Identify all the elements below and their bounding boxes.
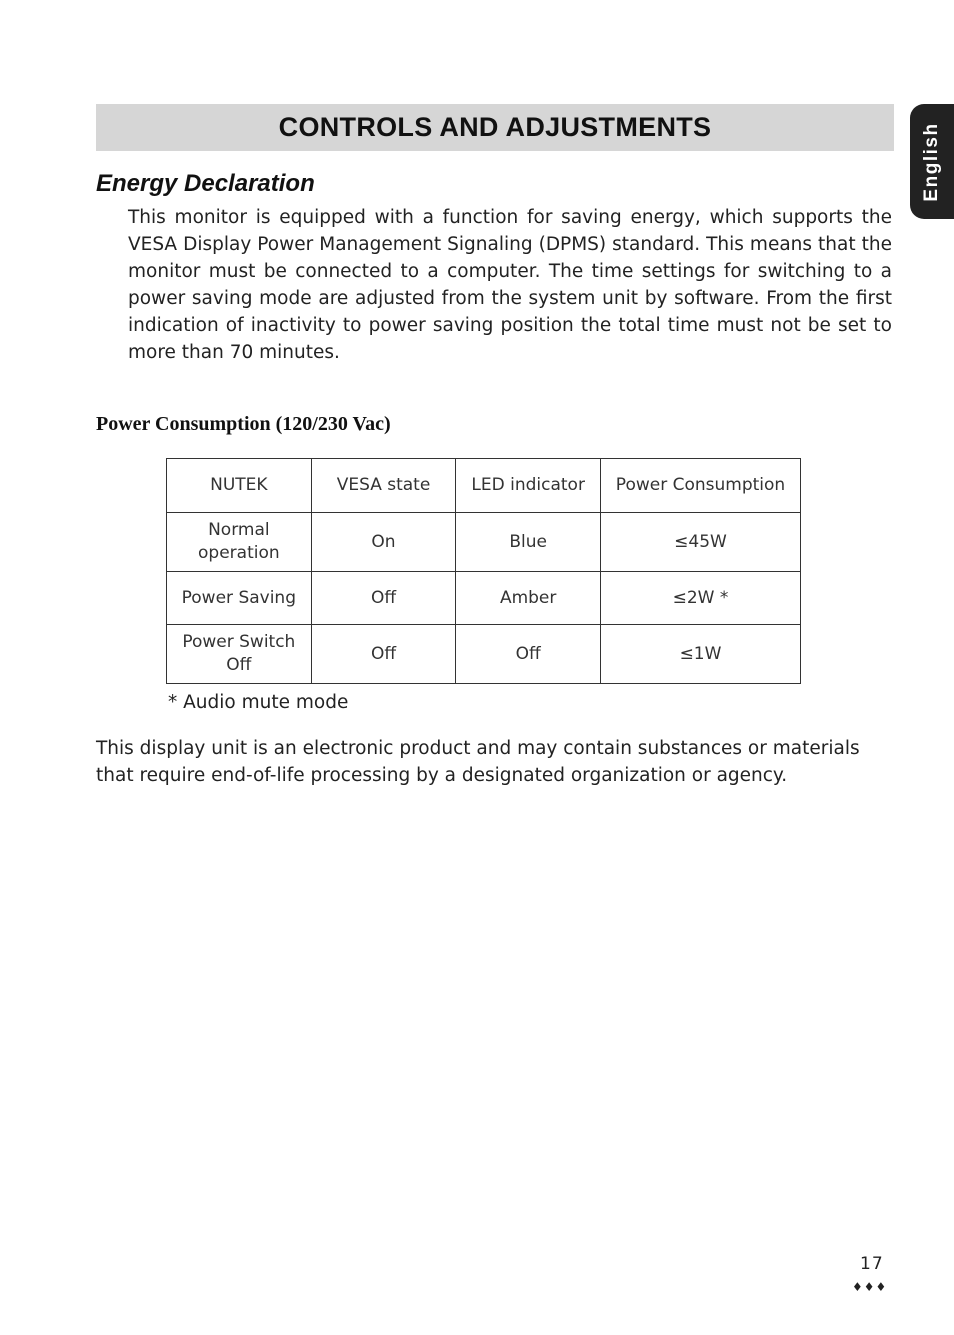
power-consumption-heading: Power Consumption (120/230 Vac) xyxy=(96,413,391,435)
table-row xyxy=(167,513,801,572)
table-footnote: * Audio mute mode xyxy=(168,692,349,713)
end-of-life-paragraph: This display unit is an electronic product and may contain substances or materials that require end-of-life processing by a designated organization or agency. xyxy=(96,738,860,786)
table-cell: Off xyxy=(456,625,601,684)
table-cell: ≤45W xyxy=(601,513,801,572)
table-cell: ≤2W * xyxy=(601,572,801,625)
table-cell: Power Saving xyxy=(167,572,312,625)
table-cell: Blue xyxy=(456,513,601,572)
table-row xyxy=(167,625,801,684)
power-consumption-table xyxy=(166,458,801,684)
table-cell: On xyxy=(311,513,456,572)
table-cell: Normal operation xyxy=(167,513,312,572)
table-header-row xyxy=(167,459,801,513)
table-row xyxy=(167,572,801,625)
table-cell: Off xyxy=(311,625,456,684)
language-tab xyxy=(910,104,954,219)
table-cell: Off xyxy=(311,572,456,625)
page-title: CONTROLS AND ADJUSTMENTS xyxy=(278,112,712,142)
page-ornament-diamonds: ♦♦♦ xyxy=(852,1280,888,1294)
section-heading-energy-declaration: Energy Declaration xyxy=(96,170,315,197)
page-number: 17 xyxy=(860,1254,884,1274)
table-cell: Power Switch Off xyxy=(167,625,312,684)
energy-declaration-paragraph: This monitor is equipped with a function for saving energy, which supports the VESA Display Power Management Signaling (DPMS) standard. This means that the monitor must be connected to a computer. The time settings for switching to a power saving mode are adjusted from the system unit by software. From the first indication of inactivity to power saving position the total time must not be set to more than 70 minutes. xyxy=(128,207,892,363)
table-cell: Amber xyxy=(456,572,601,625)
page-header-band xyxy=(96,104,894,151)
table-header-cell: NUTEK xyxy=(167,459,312,513)
table-header-cell: VESA state xyxy=(311,459,456,513)
table-header-cell: LED indicator xyxy=(456,459,601,513)
table-cell: ≤1W xyxy=(601,625,801,684)
table-header-cell: Power Consumption xyxy=(601,459,801,513)
language-tab-label: English xyxy=(921,121,942,202)
